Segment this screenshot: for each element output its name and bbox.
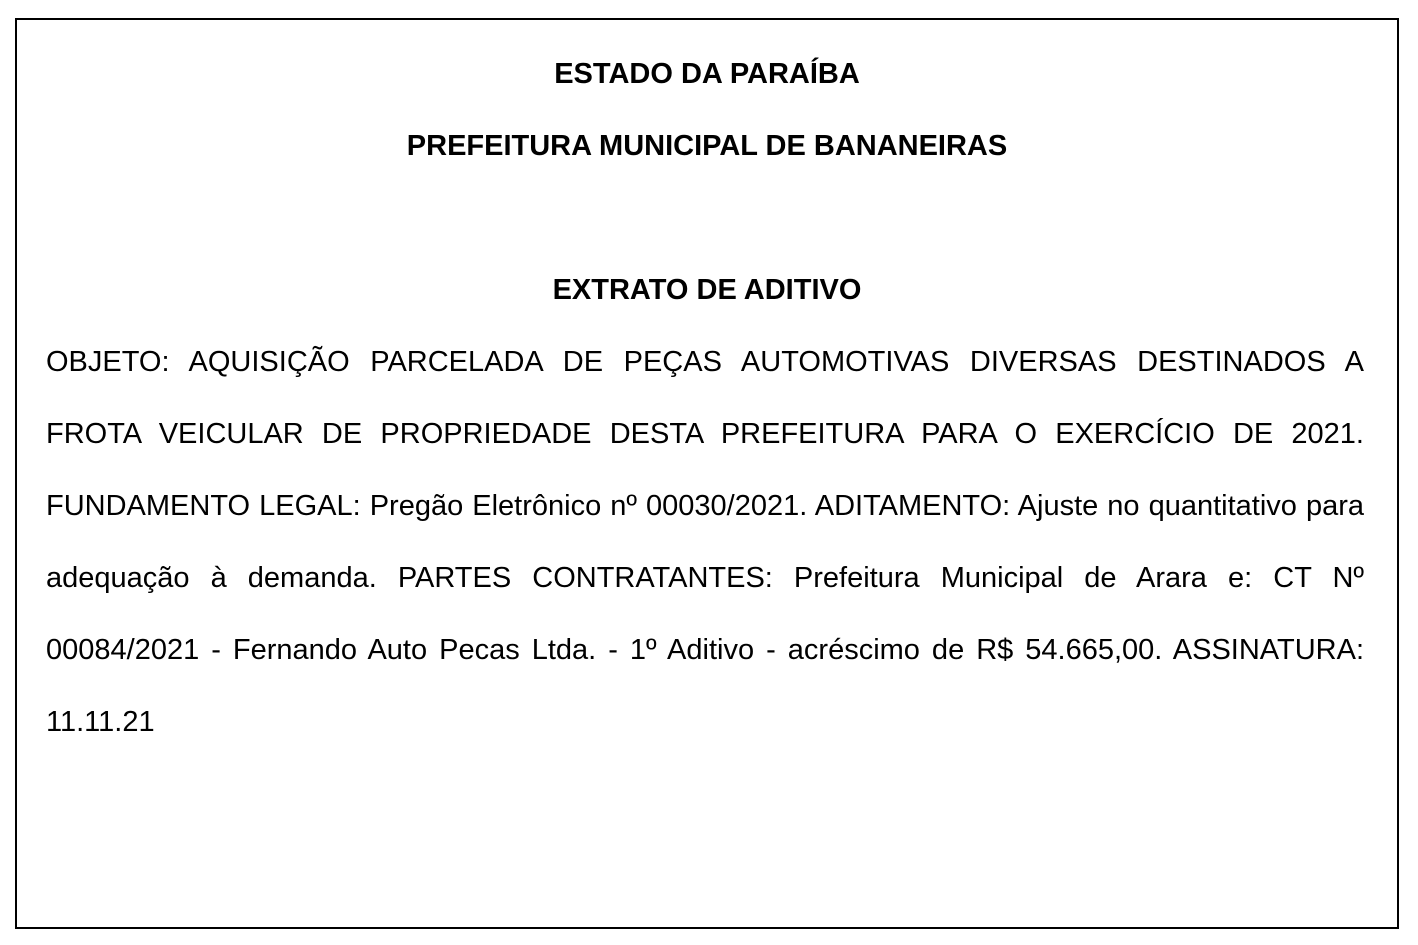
state-heading: ESTADO DA PARAÍBA bbox=[554, 58, 860, 90]
municipality-heading: PREFEITURA MUNICIPAL DE BANANEIRAS bbox=[406, 130, 1008, 162]
document-frame bbox=[15, 18, 1399, 929]
document-title: EXTRATO DE ADITIVO bbox=[552, 274, 862, 306]
document-body: OBJETO: AQUISIÇÃO PARCELADA DE PEÇAS AUTOMOTIVAS DIVERSAS DESTINADOS A FROTA VEICULAR DE PROPRIEDADE DESTA PREFEITURA PARA O EXERCÍCIO DE 2021. FUNDAMENTO LEGAL: Pregão Eletrônico nº 00030/2021. ADITAMENTO: Ajuste no quantitativo para adequação à demanda. PARTES CONTRATANTES: Prefeitura Municipal de Arara e: CT Nº 00084/2021 - Fernando Auto Pecas Ltda. - 1º Aditivo - acréscimo de R$ 54.665,00. ASSINATURA: 11.11.21 bbox=[46, 346, 1364, 738]
